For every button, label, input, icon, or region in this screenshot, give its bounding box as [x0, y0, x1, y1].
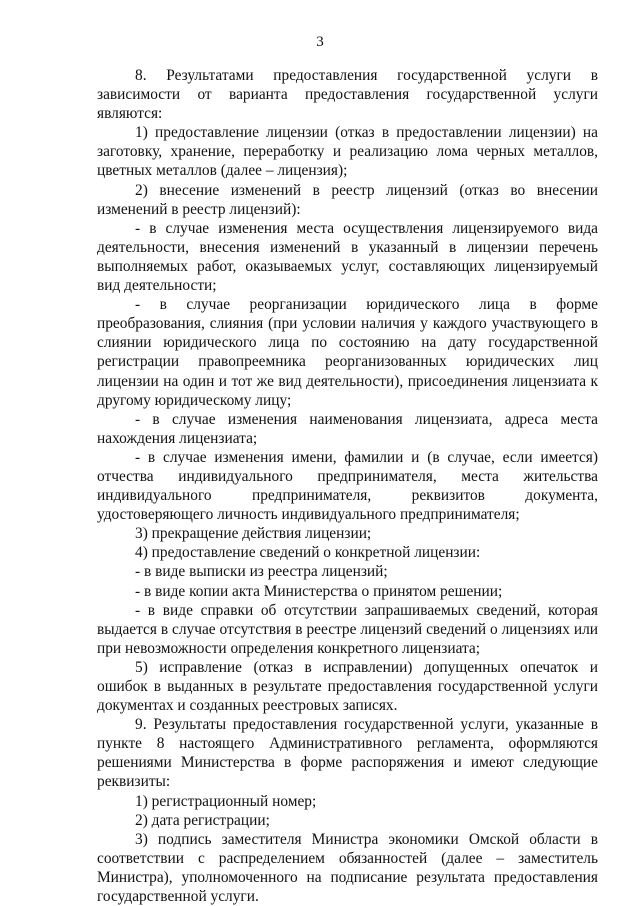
list-item-registration-number: 1) регистрационный номер; [135, 792, 317, 810]
document-body [97, 66, 598, 906]
sub-item-absence-certificate: - в виде справки об отсутствии запрашиваемых сведений, которая выдается в случае отсутствия в реестре лицензий сведений о лицензиях или при невозможности определения конкретного лицензиата; [97, 601, 598, 657]
list-item-license-termination: 3) прекращение действия лицензии; [135, 525, 372, 543]
sub-item-name-address-change: - в случае изменения наименования лицензиата, адреса места нахождения лицензиата; [97, 410, 598, 447]
list-item-signature: 3) подпись заместителя Министра экономики Омской области в соответствии с распределением обязанностей (далее – заместитель Министра), уполномоченного на подписание результата предоставления государственной услуги. [97, 830, 598, 906]
list-item-license-issue: 1) предоставление лицензии (отказ в предоставлении лицензии) на заготовку, хранение, переработку и реализацию лома черных металлов, цветных металлов (далее – лицензия); [97, 124, 598, 180]
paragraph-item-8-results: 8. Результатами предоставления государственной услуги в зависимости от варианта предоставления государственной услуги являются: [97, 67, 598, 123]
list-item-registration-date: 2) дата регистрации; [135, 811, 270, 829]
list-item-error-correction: 5) исправление (отказ в исправлении) допущенных опечаток и ошибок в выданных в результате предоставления государственной услуги документах и созданных реестровых записях. [97, 658, 598, 715]
paragraph-item-9-requisites: 9. Результаты предоставления государственной услуги, указанные в пункте 8 настоящего Административного регламента, оформляются решениями Министерства в форме распоряжения и имеют следующие реквизиты: [97, 716, 598, 791]
list-item-registry-changes: 2) внесение изменений в реестр лицензий (отказ во внесении изменений в реестр лицензий): [97, 181, 598, 218]
sub-item-registry-extract: - в виде выписки из реестра лицензий; [135, 563, 388, 581]
sub-item-entrepreneur-data-change: - в случае изменения имени, фамилии и (в случае, если имеется) отчества индивидуального предпринимателя, места жительства индивидуального предпринимателя, реквизитов документа, удостоверяющего личность индивидуального предпринимателя; [97, 448, 598, 524]
sub-item-reorganization: - в случае реорганизации юридического лица в форме преобразования, слияния (при условии наличия у каждого участвующего в слиянии юридического лица по состоянию на дату государственной регистрации правопреемника реорганизованных юридических лиц лицензии на один и тот же вид деятельности), присоединения лицензиата к другому юридическому лицу; [97, 296, 598, 409]
list-item-license-info: 4) предоставление сведений о конкретной лицензии: [135, 544, 481, 562]
sub-item-act-copy: - в виде копии акта Министерства о принятом решении; [135, 582, 503, 600]
sub-item-activity-place-change: - в случае изменения места осуществления лицензируемого вида деятельности, внесения изменений в указанный в лицензии перечень выполняемых работ, оказываемых услуг, составляющих лицензируемый вид деятельности; [97, 219, 598, 295]
page-number: 3 [316, 34, 324, 50]
